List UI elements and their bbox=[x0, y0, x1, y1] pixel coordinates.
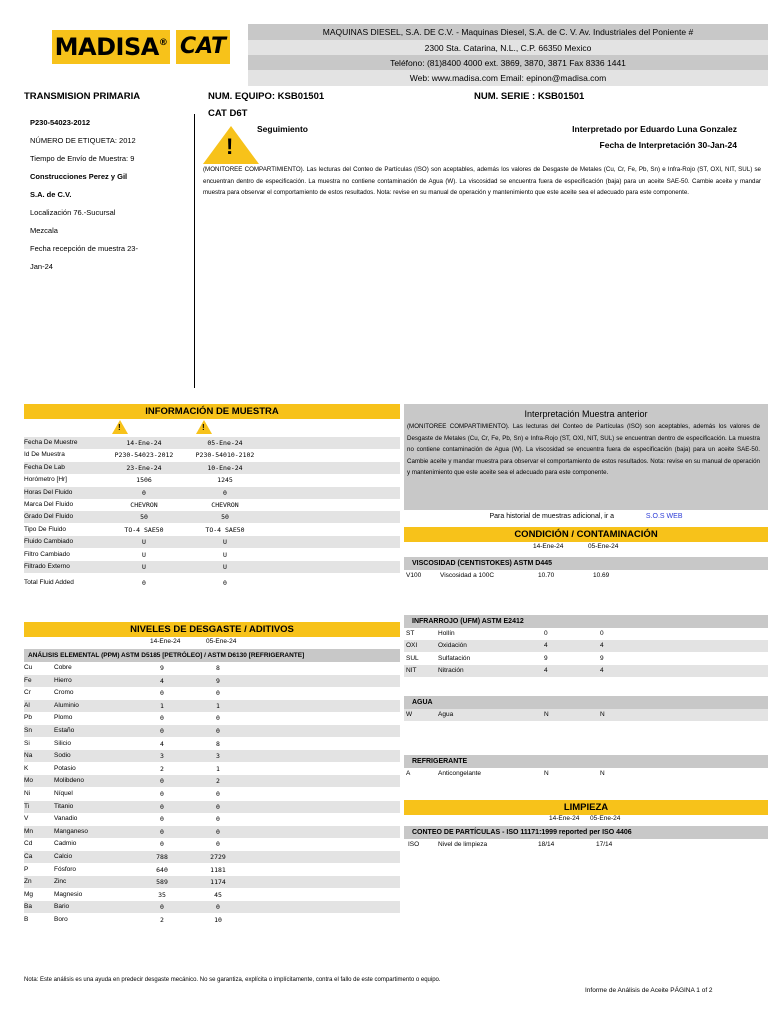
customer-name: Construcciones Perez y Gil bbox=[30, 172, 128, 181]
equipment-number: NUM. EQUIPO: KSB01501 bbox=[208, 91, 325, 102]
row-value-2: 4 bbox=[600, 667, 604, 675]
row-code: NIT bbox=[406, 667, 417, 675]
row-value-2: 0 bbox=[216, 689, 220, 698]
serial-number: NUM. SERIE : KSB01501 bbox=[474, 91, 585, 102]
row-name: Vanadio bbox=[54, 815, 78, 823]
row-code: ISO bbox=[408, 841, 420, 848]
row-label: Horas Del Fluido bbox=[24, 488, 73, 496]
row-value-2: U bbox=[223, 550, 227, 559]
previous-interpretation-text: (MONITOREE COMPARTIMIENTO). Las lecturas del Conteo de Partículas (ISO) son aceptables, además los valores de Desgaste de Metales (Cu, Cr, Fe, Pb, Sn) e Infra-Rojo (ST, OXI, NIT, SUL) se encuentran dentro de especificación. La muestra no contiene contaminación de Agua (W). La viscosidad se encuentra fuera de especificación (baja) para un aceite SAE-50. Cambie aceite y mandar muestra para observar el comportamiento de estos resultados. Nota: revise en su manual de operación y mantenimiento que este aceite sea el adecuado para este componente. bbox=[407, 423, 760, 476]
row-code: Fe bbox=[24, 676, 32, 684]
wear-date-2: 05-Ene-24 bbox=[206, 638, 237, 645]
row-code: B bbox=[24, 916, 29, 923]
table-row bbox=[24, 499, 400, 511]
row-value-2: 2729 bbox=[210, 853, 226, 861]
table-row bbox=[24, 876, 400, 888]
table-row bbox=[24, 725, 400, 737]
condition-title: CONDICIÓN / CONTAMINACIÓN bbox=[404, 527, 768, 542]
table-row bbox=[24, 511, 400, 523]
row-name: Sodio bbox=[54, 752, 71, 760]
row-value-2: 10 bbox=[214, 916, 222, 924]
row-code: Cr bbox=[24, 689, 31, 697]
row-value-2: 1 bbox=[216, 701, 220, 710]
table-row bbox=[24, 487, 400, 499]
sample-info-title: INFORMACIÓN DE MUESTRA bbox=[24, 404, 400, 419]
table-row bbox=[24, 813, 400, 825]
row-value-1: 589 bbox=[156, 878, 168, 887]
row-value-1: 0 bbox=[160, 777, 164, 786]
row-value-2: TO-4 SAE50 bbox=[205, 525, 245, 534]
row-name: Nitración bbox=[438, 667, 464, 675]
table-row bbox=[404, 628, 768, 640]
row-name: Hierro bbox=[54, 676, 72, 684]
table-row bbox=[24, 662, 400, 674]
header-line-4: Web: www.madisa.com Email: epinon@madisa.com bbox=[248, 70, 768, 86]
row-value-1: 4 bbox=[544, 667, 548, 675]
condition-date-2: 05-Ene-24 bbox=[588, 543, 619, 550]
row-code: Ti bbox=[24, 802, 30, 810]
row-value-1: 640 bbox=[156, 865, 168, 874]
row-value-2: 0 bbox=[216, 903, 220, 912]
table-row bbox=[24, 687, 400, 699]
row-value-2: 0 bbox=[216, 827, 220, 836]
row-value-1: TO-4 SAE50 bbox=[124, 525, 164, 534]
row-value-1: CHEVRON bbox=[130, 501, 158, 509]
row-value-2: U bbox=[223, 538, 227, 547]
row-code: Ni bbox=[24, 790, 31, 797]
row-value-1: 50 bbox=[140, 513, 148, 522]
row-value-2: 9 bbox=[216, 676, 220, 685]
row-value-2: 1174 bbox=[210, 878, 226, 887]
customer-name-2: S.A. de C.V. bbox=[30, 190, 72, 199]
row-value-2: 2 bbox=[216, 777, 220, 786]
table-row bbox=[24, 763, 400, 775]
row-name: Cobre bbox=[54, 664, 72, 671]
row-value-1: U bbox=[142, 563, 146, 571]
row-code: V100 bbox=[406, 572, 422, 579]
row-value-2: 9 bbox=[600, 654, 604, 662]
row-label: Fluido Cambiado bbox=[24, 538, 74, 546]
row-label: Marca Del Fluido bbox=[24, 501, 74, 508]
row-label: Fecha De Muestre bbox=[24, 439, 78, 446]
table-row bbox=[24, 889, 400, 901]
warning-icon: ! bbox=[112, 420, 128, 434]
row-name: Molibdeno bbox=[54, 777, 84, 785]
row-value-2: 4 bbox=[600, 642, 604, 650]
coolant-row bbox=[404, 768, 768, 780]
table-row bbox=[24, 561, 400, 573]
row-label: Total Fluid Added bbox=[24, 579, 74, 587]
status-label: Seguimiento bbox=[257, 124, 309, 134]
shipping-time: Tiempo de Envío de Muestra: 9 bbox=[30, 154, 135, 163]
row-code: ST bbox=[406, 630, 415, 637]
interpretation-date: Fecha de Interpretación 30-Jan-24 bbox=[599, 140, 737, 150]
sample-number: P230-54023-2012 bbox=[30, 118, 91, 127]
row-code: P bbox=[24, 865, 29, 873]
row-label: Fecha De Lab bbox=[24, 463, 65, 471]
row-value-1: 4 bbox=[544, 642, 548, 650]
row-name: Níquel bbox=[54, 790, 73, 797]
row-code: Pb bbox=[24, 714, 32, 722]
row-label: Grado Del Fluido bbox=[24, 513, 74, 521]
row-value-2: CHEVRON bbox=[211, 501, 239, 509]
row-code: Ba bbox=[24, 903, 32, 911]
row-value-1: 3 bbox=[160, 752, 164, 761]
row-value-2: 1245 bbox=[217, 476, 233, 485]
row-label: Horómetro [Hr] bbox=[24, 476, 67, 484]
row-name: Cadmio bbox=[54, 840, 77, 848]
row-name: Nivel de limpieza bbox=[438, 841, 488, 848]
row-name: Cromo bbox=[54, 689, 74, 697]
row-value-1: 1506 bbox=[136, 476, 152, 485]
row-code: Mg bbox=[24, 890, 34, 898]
row-value-1: N bbox=[544, 711, 549, 718]
row-value-1: 14-Ene-24 bbox=[126, 439, 162, 447]
condition-date-1: 14-Ene-24 bbox=[533, 543, 564, 550]
row-code: SUL bbox=[406, 654, 419, 662]
row-code: Cd bbox=[24, 840, 33, 848]
table-row bbox=[404, 665, 768, 677]
table-row bbox=[24, 462, 400, 474]
row-value-2: 0 bbox=[223, 579, 227, 588]
table-row bbox=[24, 864, 400, 876]
row-name: Titanio bbox=[54, 802, 74, 810]
row-value-1: 0 bbox=[160, 903, 164, 912]
row-code: Mn bbox=[24, 827, 34, 835]
particle-count-header: CONTEO DE PARTÍCULAS - ISO 11171:1999 reported per ISO 4406 bbox=[404, 826, 768, 839]
row-label: Tipo De Fluido bbox=[24, 525, 67, 533]
row-value-1: 0 bbox=[160, 790, 164, 798]
table-row bbox=[24, 577, 400, 589]
row-name: Magnesio bbox=[54, 890, 83, 898]
row-value-1: 9 bbox=[160, 664, 164, 672]
coolant-header: REFRIGERANTE bbox=[404, 755, 768, 768]
row-code: Si bbox=[24, 739, 30, 747]
interpreted-by: Interpretado por Eduardo Luna Gonzalez bbox=[572, 124, 737, 134]
table-row bbox=[24, 449, 400, 461]
table-row bbox=[24, 775, 400, 787]
table-row bbox=[404, 640, 768, 652]
interpretation-text: (MONITOREE COMPARTIMIENTO). Las lecturas del Conteo de Partículas (ISO) son aceptables, además los valores de Desgaste de Metales (Cu, Cr, Fe, Pb, Sn) e Infra-Rojo (ST, OXI, NIT, SUL) se encuentran dentro de especificación. La muestra no contiene contaminación de Agua (W). La viscosidad se encuentra fuera de especificación (baja) para un aceite SAE-50. Cambie aceite y mandar muestra para observar el comportamiento de estos resultados. Nota: revise en su manual de operación y mantenimiento que este aceite sea el adecuado para este componente. bbox=[203, 166, 761, 196]
row-value-2: 3 bbox=[216, 752, 220, 761]
row-value-1: 23-Ene-24 bbox=[126, 463, 162, 472]
row-value-2: 45 bbox=[214, 890, 222, 899]
table-row bbox=[24, 524, 400, 536]
row-value-1: 0 bbox=[160, 827, 164, 836]
row-value-1: U bbox=[142, 550, 146, 559]
row-value-2: 1181 bbox=[210, 865, 226, 874]
reception-date: Fecha recepción de muestra 23- bbox=[30, 244, 138, 253]
row-value-1: 0 bbox=[160, 714, 164, 723]
row-name: Aluminio bbox=[54, 701, 79, 709]
row-value-1: N bbox=[544, 770, 549, 777]
row-code: OXI bbox=[406, 642, 418, 650]
row-code: Ca bbox=[24, 853, 33, 860]
warning-icon: ! bbox=[196, 420, 212, 434]
row-value-1: 0 bbox=[160, 727, 164, 735]
sos-web-link[interactable]: S.O.S WEB bbox=[645, 513, 683, 520]
row-value-1: 788 bbox=[156, 853, 168, 861]
row-value-2: 0 bbox=[216, 727, 220, 735]
wear-date-1: 14-Ene-24 bbox=[150, 638, 181, 645]
row-value-2: 8 bbox=[216, 739, 220, 748]
water-header: AGUA bbox=[404, 696, 768, 709]
row-value-1: 0 bbox=[142, 488, 146, 497]
viscosity-row bbox=[404, 570, 768, 582]
row-code: Zn bbox=[24, 878, 32, 886]
table-row bbox=[24, 851, 400, 863]
row-name: Oxidación bbox=[438, 642, 467, 650]
label-number: NÚMERO DE ETIQUETA: 2012 bbox=[30, 136, 136, 145]
previous-interpretation-panel bbox=[404, 404, 768, 510]
table-row bbox=[24, 536, 400, 548]
cat-logo: CAT bbox=[176, 30, 230, 64]
page-footer: Informe de Análisis de Aceite PÁGINA 1 of 2 bbox=[585, 987, 713, 994]
row-name: Potasio bbox=[54, 764, 76, 772]
row-value-2: 0 bbox=[216, 840, 220, 849]
row-name: Calcio bbox=[54, 853, 73, 860]
table-row bbox=[24, 750, 400, 762]
table-row bbox=[24, 675, 400, 687]
header-line-3: Teléfono: (81)8400 4000 ext. 3869, 3870, 3871 Fax 8336 1441 bbox=[248, 55, 768, 71]
row-value-2: 10-Ene-24 bbox=[207, 463, 243, 472]
table-row bbox=[24, 738, 400, 750]
row-value-1: 4 bbox=[160, 676, 164, 685]
viscosity-header: VISCOSIDAD (CENTISTOKES) ASTM D445 bbox=[404, 557, 768, 570]
row-value-1: 0 bbox=[160, 689, 164, 698]
row-name: Agua bbox=[438, 711, 454, 718]
warning-icon: ! bbox=[203, 126, 259, 164]
row-name: Estaño bbox=[54, 727, 75, 734]
row-value-2: 0 bbox=[216, 802, 220, 811]
row-code: Na bbox=[24, 752, 33, 760]
row-code: W bbox=[406, 711, 413, 718]
row-value-1: U bbox=[142, 538, 146, 547]
table-row bbox=[24, 474, 400, 486]
header-line-2: 2300 Sta. Catarina, N.L., C.P. 66350 Mexico bbox=[248, 40, 768, 56]
company-logo bbox=[52, 30, 230, 64]
row-value-2: 50 bbox=[221, 513, 229, 522]
row-name: Hollín bbox=[438, 630, 455, 637]
location-2: Mezcala bbox=[30, 226, 58, 235]
row-value-1: 0 bbox=[142, 579, 146, 588]
row-code: Sn bbox=[24, 727, 32, 734]
row-name: Fósforo bbox=[54, 865, 77, 873]
row-value-2: 0 bbox=[600, 630, 604, 637]
row-value-2: 17/14 bbox=[596, 841, 613, 848]
row-name: Viscosidad a 100C bbox=[440, 572, 495, 579]
row-code: K bbox=[24, 764, 29, 772]
row-value-1: 2 bbox=[160, 916, 164, 924]
table-row bbox=[24, 437, 400, 449]
table-row bbox=[24, 788, 400, 800]
water-row bbox=[404, 709, 768, 721]
row-value-1: 10.70 bbox=[538, 572, 555, 579]
footer-note: Nota: Este análisis es una ayuda en predecir desgaste mecánico. No se garantiza, explícita o implícitamente, contra el fallo de este compartimento o equipo. bbox=[24, 977, 441, 983]
table-row bbox=[24, 914, 400, 926]
row-value-1: 1 bbox=[160, 701, 164, 710]
row-code: Al bbox=[24, 701, 30, 709]
row-value-1: 0 bbox=[544, 630, 548, 637]
row-value-1: 18/14 bbox=[538, 841, 555, 848]
reception-date-2: Jan-24 bbox=[30, 262, 53, 271]
row-value-2: 8 bbox=[216, 664, 220, 672]
row-value-1: 9 bbox=[544, 654, 548, 662]
row-name: Boro bbox=[54, 916, 68, 923]
row-name: Silicio bbox=[54, 739, 71, 747]
row-label: Filtro Cambiado bbox=[24, 550, 70, 558]
row-value-2: P230-54010-2102 bbox=[195, 451, 255, 460]
row-value-1: 0 bbox=[160, 815, 164, 824]
sample-summary-panel bbox=[0, 114, 195, 388]
header-line-1: MAQUINAS DIESEL, S.A. DE C.V. - Maquinas Diesel, S.A. de C. V. Av. Industriales del Poniente # bbox=[248, 24, 768, 40]
table-row bbox=[24, 901, 400, 913]
history-text: Para historial de muestras adicional, ir a bbox=[489, 513, 615, 520]
table-row bbox=[404, 653, 768, 665]
row-code: A bbox=[406, 770, 411, 777]
compartment-title: TRANSMISION PRIMARIA bbox=[24, 91, 141, 102]
madisa-logo: MADISA® bbox=[52, 30, 170, 64]
table-row bbox=[24, 801, 400, 813]
row-value-1: 2 bbox=[160, 764, 164, 773]
row-name: Sulfatación bbox=[438, 654, 471, 662]
row-value-2: 10.69 bbox=[593, 572, 610, 579]
previous-interpretation-title: Interpretación Muestra anterior bbox=[524, 409, 648, 419]
infrared-header: INFRARROJO (UFM) ASTM E2412 bbox=[404, 615, 768, 628]
wear-title: NIVELES DE DESGASTE / ADITIVOS bbox=[24, 622, 400, 637]
cleanliness-title: LIMPIEZA bbox=[404, 800, 768, 815]
row-value-2: 0 bbox=[216, 714, 220, 723]
row-value-2: N bbox=[600, 711, 605, 718]
row-value-2: 0 bbox=[216, 790, 220, 798]
location: Localización 76.-Sucursal bbox=[30, 208, 116, 217]
table-row bbox=[24, 712, 400, 724]
history-line bbox=[404, 513, 768, 520]
row-value-2: 1 bbox=[216, 764, 220, 773]
row-value-1: 35 bbox=[158, 890, 166, 899]
table-row bbox=[24, 549, 400, 561]
row-code: Mo bbox=[24, 777, 34, 785]
row-value-2: U bbox=[223, 563, 227, 571]
row-name: Anticongelante bbox=[438, 770, 482, 777]
row-name: Plomo bbox=[54, 714, 73, 722]
row-code: Cu bbox=[24, 664, 33, 671]
row-name: Zinc bbox=[54, 878, 67, 886]
row-value-2: 0 bbox=[223, 488, 227, 497]
row-label: Filtrado Externo bbox=[24, 563, 70, 570]
row-value-2: 05-Ene-24 bbox=[207, 439, 243, 447]
row-name: Manganeso bbox=[54, 827, 88, 835]
model-title: CAT D6T bbox=[208, 108, 248, 119]
row-code: V bbox=[24, 815, 29, 823]
row-label: Id De Muestra bbox=[24, 451, 65, 459]
row-value-2: 0 bbox=[216, 815, 220, 824]
elemental-analysis-header: ANÁLISIS ELEMENTAL (PPM) ASTM D5185 [PETRÓLEO] / ASTM D6130 [REFRIGERANTE] bbox=[24, 649, 400, 662]
clean-date-1: 14-Ene-24 bbox=[549, 815, 580, 822]
row-value-1: 0 bbox=[160, 802, 164, 811]
row-value-1: P230-54023-2012 bbox=[114, 451, 174, 460]
table-row bbox=[24, 700, 400, 712]
row-value-1: 0 bbox=[160, 840, 164, 849]
row-value-2: N bbox=[600, 770, 605, 777]
row-name: Bario bbox=[54, 903, 70, 911]
clean-date-2: 05-Ene-24 bbox=[590, 815, 621, 822]
table-row bbox=[24, 826, 400, 838]
table-row bbox=[24, 838, 400, 850]
cleanliness-row bbox=[404, 839, 768, 851]
row-value-1: 4 bbox=[160, 739, 164, 748]
